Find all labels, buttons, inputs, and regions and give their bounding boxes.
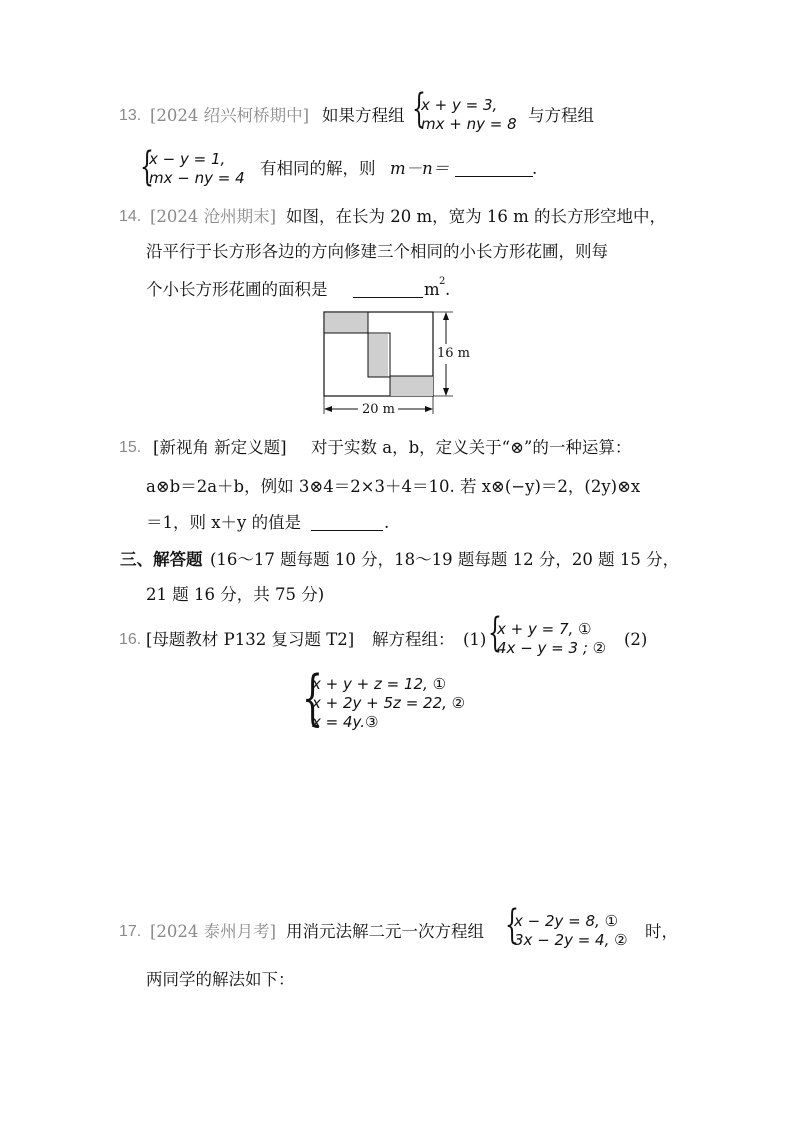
q14-unit-sup: 2 (439, 276, 446, 287)
q16-sys1-eq2: 4x − y = 3 ; ② (497, 639, 607, 657)
q14-number: 14. (119, 208, 142, 225)
flower-bed-3 (390, 376, 433, 396)
section-title: 三、解答题 (120, 550, 203, 569)
q13-text-before: 如果方程组 (322, 106, 405, 125)
q13-number: 13. (119, 107, 142, 124)
q17-number: 17. (119, 923, 142, 940)
q13-source: [2024 绍兴柯桥期中] (150, 106, 310, 125)
q16-source: [母题教材 P132 复习题 T2] (146, 630, 355, 649)
q15-source: [新视角 新定义题] (153, 438, 287, 457)
height-label: 16 m (437, 346, 471, 361)
q15-end: . (384, 513, 390, 532)
q13-sys1-eq1: x + y = 3, (421, 96, 498, 114)
q17-after: 时， (645, 922, 678, 941)
q15-line2: a⊗b＝2a＋b，例如 3⊗4＝2×3＋4＝10. 若 x⊗(−y)＝2，(2y)⊗x (146, 477, 641, 496)
width-label: 20 m (362, 402, 396, 417)
q14-unit: m (424, 280, 440, 299)
q14-end: . (445, 280, 451, 299)
q13-text-after: 有相同的解，则 (260, 159, 376, 178)
answer-blank (353, 283, 423, 298)
q17-sys-eq2: 3x − 2y = 4, ② (514, 931, 628, 949)
flower-bed-1 (325, 313, 368, 333)
flower-bed-2 (368, 334, 388, 377)
brace: { (505, 902, 519, 948)
q17-sys-eq1: x − 2y = 8, ① (514, 912, 619, 930)
q15-number: 15. (119, 439, 142, 456)
brace: { (302, 663, 324, 733)
q17-line2: 两同学的解法如下： (146, 970, 295, 989)
q16-part2-label: (2) (624, 630, 648, 649)
q14-figure (318, 306, 478, 426)
q13-expr: m－n＝ (390, 159, 450, 178)
q14-line3-text: 个小长方形花圃的面积是 (146, 280, 328, 299)
q14-line1: 如图，在长为 20 m，宽为 16 m 的长方形空地中， (286, 207, 667, 226)
q16-number: 16. (119, 631, 142, 648)
q15-line3-text: ＝1，则 x＋y 的值是 (146, 513, 302, 532)
section-points-line1: (16～17 题每题 10 分，18～19 题每题 12 分，20 题 15 分， (210, 550, 680, 569)
q16-text: 解方程组： (372, 630, 455, 649)
q13-text-mid: 与方程组 (528, 106, 594, 125)
q15-line1: 对于实数 a，b，定义关于“⊗”的一种运算： (311, 438, 632, 457)
q16-sys1-eq1: x + y = 7, ① (497, 620, 592, 638)
q13-sys2-eq1: x − y = 1, (149, 150, 226, 168)
section-points-line2: 21 题 16 分，共 75 分) (146, 585, 325, 604)
q16-part1-label: (1) (463, 630, 487, 649)
q13-end: . (532, 159, 538, 178)
brace: { (488, 610, 502, 656)
brace: { (412, 86, 426, 132)
answer-blank (455, 162, 533, 177)
q16-sys2-eq1: x + y + z = 12, ① (312, 675, 447, 693)
q14-source: [2024 沧州期末] (150, 207, 277, 226)
q13-sys2-eq2: mx − ny = 4 (149, 169, 245, 187)
q17-text: 用消元法解二元一次方程组 (286, 922, 484, 941)
q16-sys2-eq3: x = 4y.③ (312, 713, 379, 731)
q14-line2: 沿平行于长方形各边的方向修建三个相同的小长方形花圃，则每 (146, 242, 608, 261)
q13-sys1-eq2: mx + ny = 8 (421, 115, 517, 133)
brace: { (140, 144, 154, 190)
q17-source: [2024 泰州月考] (150, 922, 277, 941)
q16-sys2-eq2: x + 2y + 5z = 22, ② (312, 694, 466, 712)
answer-blank (311, 516, 383, 531)
